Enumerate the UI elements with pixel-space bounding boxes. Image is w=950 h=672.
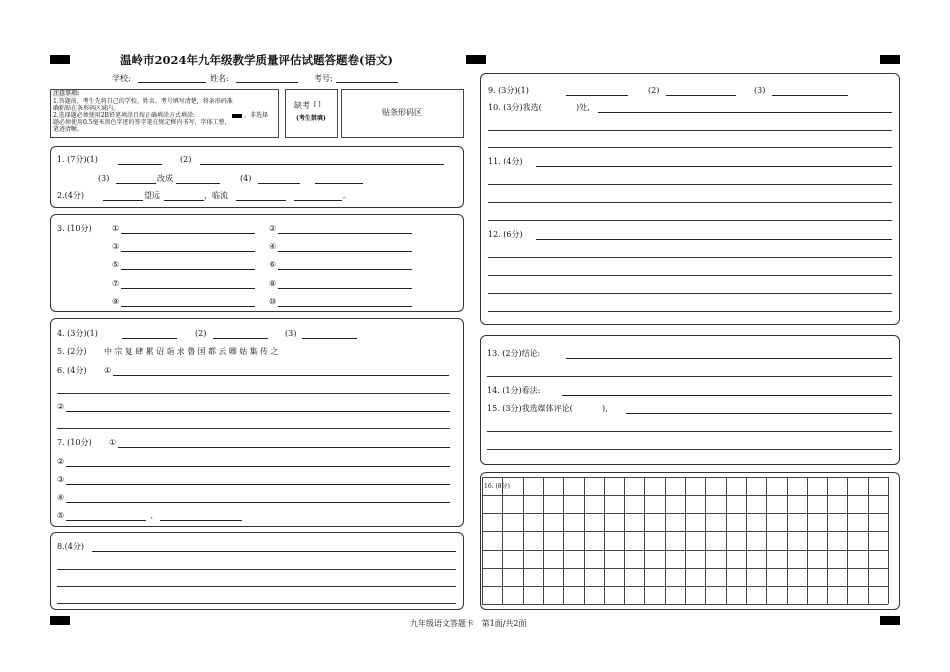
q8-answer-1[interactable] (92, 551, 456, 552)
q11-answer-2[interactable] (488, 184, 892, 185)
q6-answer-2a[interactable] (66, 411, 450, 412)
grid-row-line (482, 531, 888, 532)
absent-note: (考生禁填) (296, 115, 326, 122)
q1-4-answer-a[interactable] (258, 183, 300, 184)
absent-checkbox[interactable]: [ ] (314, 101, 321, 108)
absent-box (285, 89, 338, 138)
q2-linliu-label: ，临流 (204, 191, 228, 200)
q2-end: 。 (343, 191, 351, 200)
q3-answer-5[interactable] (121, 269, 255, 270)
q15-answer-1[interactable] (626, 413, 892, 414)
q10-answer-1[interactable] (598, 112, 892, 113)
q15-label: 15. (3分)我选媒体评论( (487, 404, 573, 413)
q12-answer-4[interactable] (488, 293, 892, 294)
q7-answer-3[interactable] (66, 484, 450, 485)
filled-bubble-example (232, 114, 242, 118)
q4-label: 4. (3分)(1) (57, 329, 98, 338)
q7-mark-5: ⑤ (57, 511, 65, 520)
grid-row-line (482, 513, 888, 514)
grid-row-line (482, 586, 888, 587)
q4-3-label: (3) (285, 329, 297, 338)
q12-answer-2[interactable] (488, 257, 892, 258)
q7-answer-1[interactable] (118, 447, 450, 448)
q2-answer-c[interactable] (236, 200, 286, 201)
q9-q12-box (480, 73, 900, 325)
q3-answer-1[interactable] (121, 233, 255, 234)
q2-answer-d[interactable] (294, 200, 342, 201)
q3-answer-10[interactable] (278, 306, 412, 307)
q6-mark-2: ② (57, 402, 65, 411)
q14-label: 14. (1分)看法: (487, 386, 541, 395)
q1-4-label: (4) (240, 174, 252, 183)
q4-2-answer[interactable] (213, 338, 268, 339)
q7-answer-5a[interactable] (66, 520, 146, 521)
q10-close: )处, (576, 103, 590, 112)
q9-label: 9. (3分)(1) (488, 86, 529, 95)
q5-sentence: 中宗复肆累诏诣求鲁国都云卿姑集传之 (104, 347, 281, 356)
q2-answer-b[interactable] (164, 200, 204, 201)
q3-mark-10: ⑩ (269, 297, 277, 306)
q9-1-answer[interactable] (566, 95, 628, 96)
q13-answer-1[interactable] (566, 358, 892, 359)
q6-mark-1: ① (104, 366, 112, 375)
q12-answer-3[interactable] (488, 275, 892, 276)
q7-label: 7. (10分) (57, 438, 92, 447)
q3-answer-6[interactable] (278, 269, 412, 270)
q2-wang-label: 望远 (144, 191, 160, 200)
q1-q2-box (50, 146, 464, 208)
grid-col-line (888, 477, 889, 604)
q1-label: 1. (7分)(1) (57, 155, 98, 164)
q1-3-answer-a[interactable] (116, 183, 156, 184)
q3-answer-7[interactable] (121, 288, 255, 289)
q3-mark-3: ③ (112, 242, 120, 251)
q11-answer-3[interactable] (488, 202, 892, 203)
notice-line-4: 题必须使用0.5毫米黑色字迹的签字笔在规定框内书写，字体工整, (53, 119, 227, 126)
q14-answer[interactable] (562, 395, 892, 396)
q12-answer-1[interactable] (536, 239, 892, 240)
q16-writing-grid[interactable] (482, 477, 888, 604)
q12-label: 12. (6分) (488, 230, 523, 239)
q13-q15-box (480, 335, 900, 465)
q10-label: 10. (3分)我选( (488, 103, 542, 112)
q3-mark-8: ⑧ (269, 279, 277, 288)
q7-mark-1: ① (109, 438, 117, 447)
q3-mark-6: ⑥ (269, 260, 277, 269)
q1-3-label: (3) (98, 174, 110, 183)
q9-2-answer[interactable] (666, 95, 736, 96)
q8-label: 8.(4分) (57, 542, 84, 551)
q7-mark-4: ④ (57, 493, 65, 502)
q11-label: 11. (4分) (488, 157, 523, 166)
q9-2-label: (2) (648, 86, 660, 95)
q3-label: 3. (10分) (57, 224, 92, 233)
school-field[interactable] (138, 82, 206, 83)
q3-mark-5: ⑤ (112, 260, 120, 269)
q7-separator: 、 (150, 511, 158, 520)
q3-mark-1: ① (112, 224, 120, 233)
grid-row-line (482, 477, 888, 478)
q8-answer-4[interactable] (57, 603, 456, 604)
q3-answer-8[interactable] (278, 288, 412, 289)
q3-answer-2[interactable] (278, 233, 412, 234)
notice-line-3b: ，非选择 (244, 112, 269, 119)
notice-line-2: 确粘贴在条形码区域内。 (53, 105, 120, 112)
q4-2-label: (2) (195, 329, 207, 338)
q8-box (50, 532, 464, 610)
q6-answer-2b[interactable] (57, 428, 450, 429)
q9-3-answer[interactable] (772, 95, 848, 96)
q3-answer-4[interactable] (278, 251, 412, 252)
q15-answer-2[interactable] (487, 431, 892, 432)
q7-mark-3: ③ (57, 475, 65, 484)
school-label: 学校: (112, 74, 131, 83)
q4-3-answer[interactable] (302, 338, 357, 339)
absent-label: 缺考 (294, 101, 310, 110)
grid-row-line (482, 495, 888, 496)
q2-answer-a[interactable] (103, 200, 143, 201)
q15-answer-3[interactable] (487, 449, 892, 450)
q4-1-answer[interactable] (122, 338, 177, 339)
alignment-mark-bottom-left (50, 616, 70, 625)
exam-no-label: 考号: (314, 74, 333, 83)
q5-label: 5. (2分) (57, 347, 87, 356)
q6-answer-1a[interactable] (113, 375, 449, 376)
q7-answer-2[interactable] (66, 466, 450, 467)
grid-row-line (482, 604, 888, 605)
q7-answer-5b[interactable] (160, 520, 242, 521)
q1-4-answer-b[interactable] (315, 183, 363, 184)
q1-3-answer-b[interactable] (176, 183, 220, 184)
q1-2-answer[interactable] (200, 164, 444, 165)
grid-row-line (482, 568, 888, 569)
q8-answer-2[interactable] (57, 569, 456, 570)
barcode-label: 贴条形码区 (382, 108, 422, 117)
q3-answer-3[interactable] (121, 251, 255, 252)
q9-3-label: (3) (754, 86, 766, 95)
q11-answer-1[interactable] (536, 166, 892, 167)
notice-line-1: 1.答题前，考生先将自己的学校、姓名、考号填写清楚，将条形码准 (53, 98, 233, 105)
grid-row-line (482, 550, 888, 551)
q16-label: 16. (8分) (484, 483, 510, 490)
page-footer: 九年级语文答题卡 第1面/共2面 (410, 619, 527, 628)
q3-mark-4: ④ (269, 242, 277, 251)
notice-line-5: 笔迹清晰。 (53, 126, 84, 133)
notice-heading: 注意事项: (53, 90, 80, 97)
q3-mark-7: ⑦ (112, 279, 120, 288)
notice-line-3: 2.选择题必须使用2B铅笔填涂且按正确填涂方式填涂: (53, 112, 195, 119)
q8-answer-3[interactable] (57, 586, 456, 587)
page-title: 温岭市2024年九年级教学质量评估试题答题卷(语文) (120, 53, 393, 67)
name-field[interactable] (236, 82, 298, 83)
alignment-mark-top-right (880, 55, 900, 64)
q12-answer-5[interactable] (488, 311, 892, 312)
q3-mark-2: ② (269, 224, 277, 233)
alignment-mark-bottom-right (880, 616, 900, 625)
q2-label: 2.(4分) (57, 191, 84, 200)
q11-answer-4[interactable] (488, 220, 892, 221)
q3-answer-9[interactable] (121, 306, 255, 307)
q10-answer-2[interactable] (488, 130, 892, 131)
q3-mark-9: ⑨ (112, 297, 120, 306)
q7-answer-4[interactable] (66, 502, 450, 503)
q13-label: 13. (2分)结论: (487, 349, 541, 358)
q6-answer-1b[interactable] (57, 393, 450, 394)
q1-1-answer[interactable] (118, 164, 162, 165)
q6-label: 6. (4分) (57, 366, 87, 375)
name-label: 姓名: (210, 74, 229, 83)
alignment-mark-top-middle (466, 55, 486, 64)
exam-no-field[interactable] (336, 82, 398, 83)
q1-changed-label: 改成 (157, 174, 173, 183)
alignment-mark-top-left (50, 55, 70, 64)
q13-answer-2[interactable] (487, 376, 892, 377)
q7-mark-2: ② (57, 457, 65, 466)
q1-2-label: (2) (180, 155, 192, 164)
q15-close: ), (602, 404, 608, 413)
q10-answer-3[interactable] (488, 147, 892, 148)
